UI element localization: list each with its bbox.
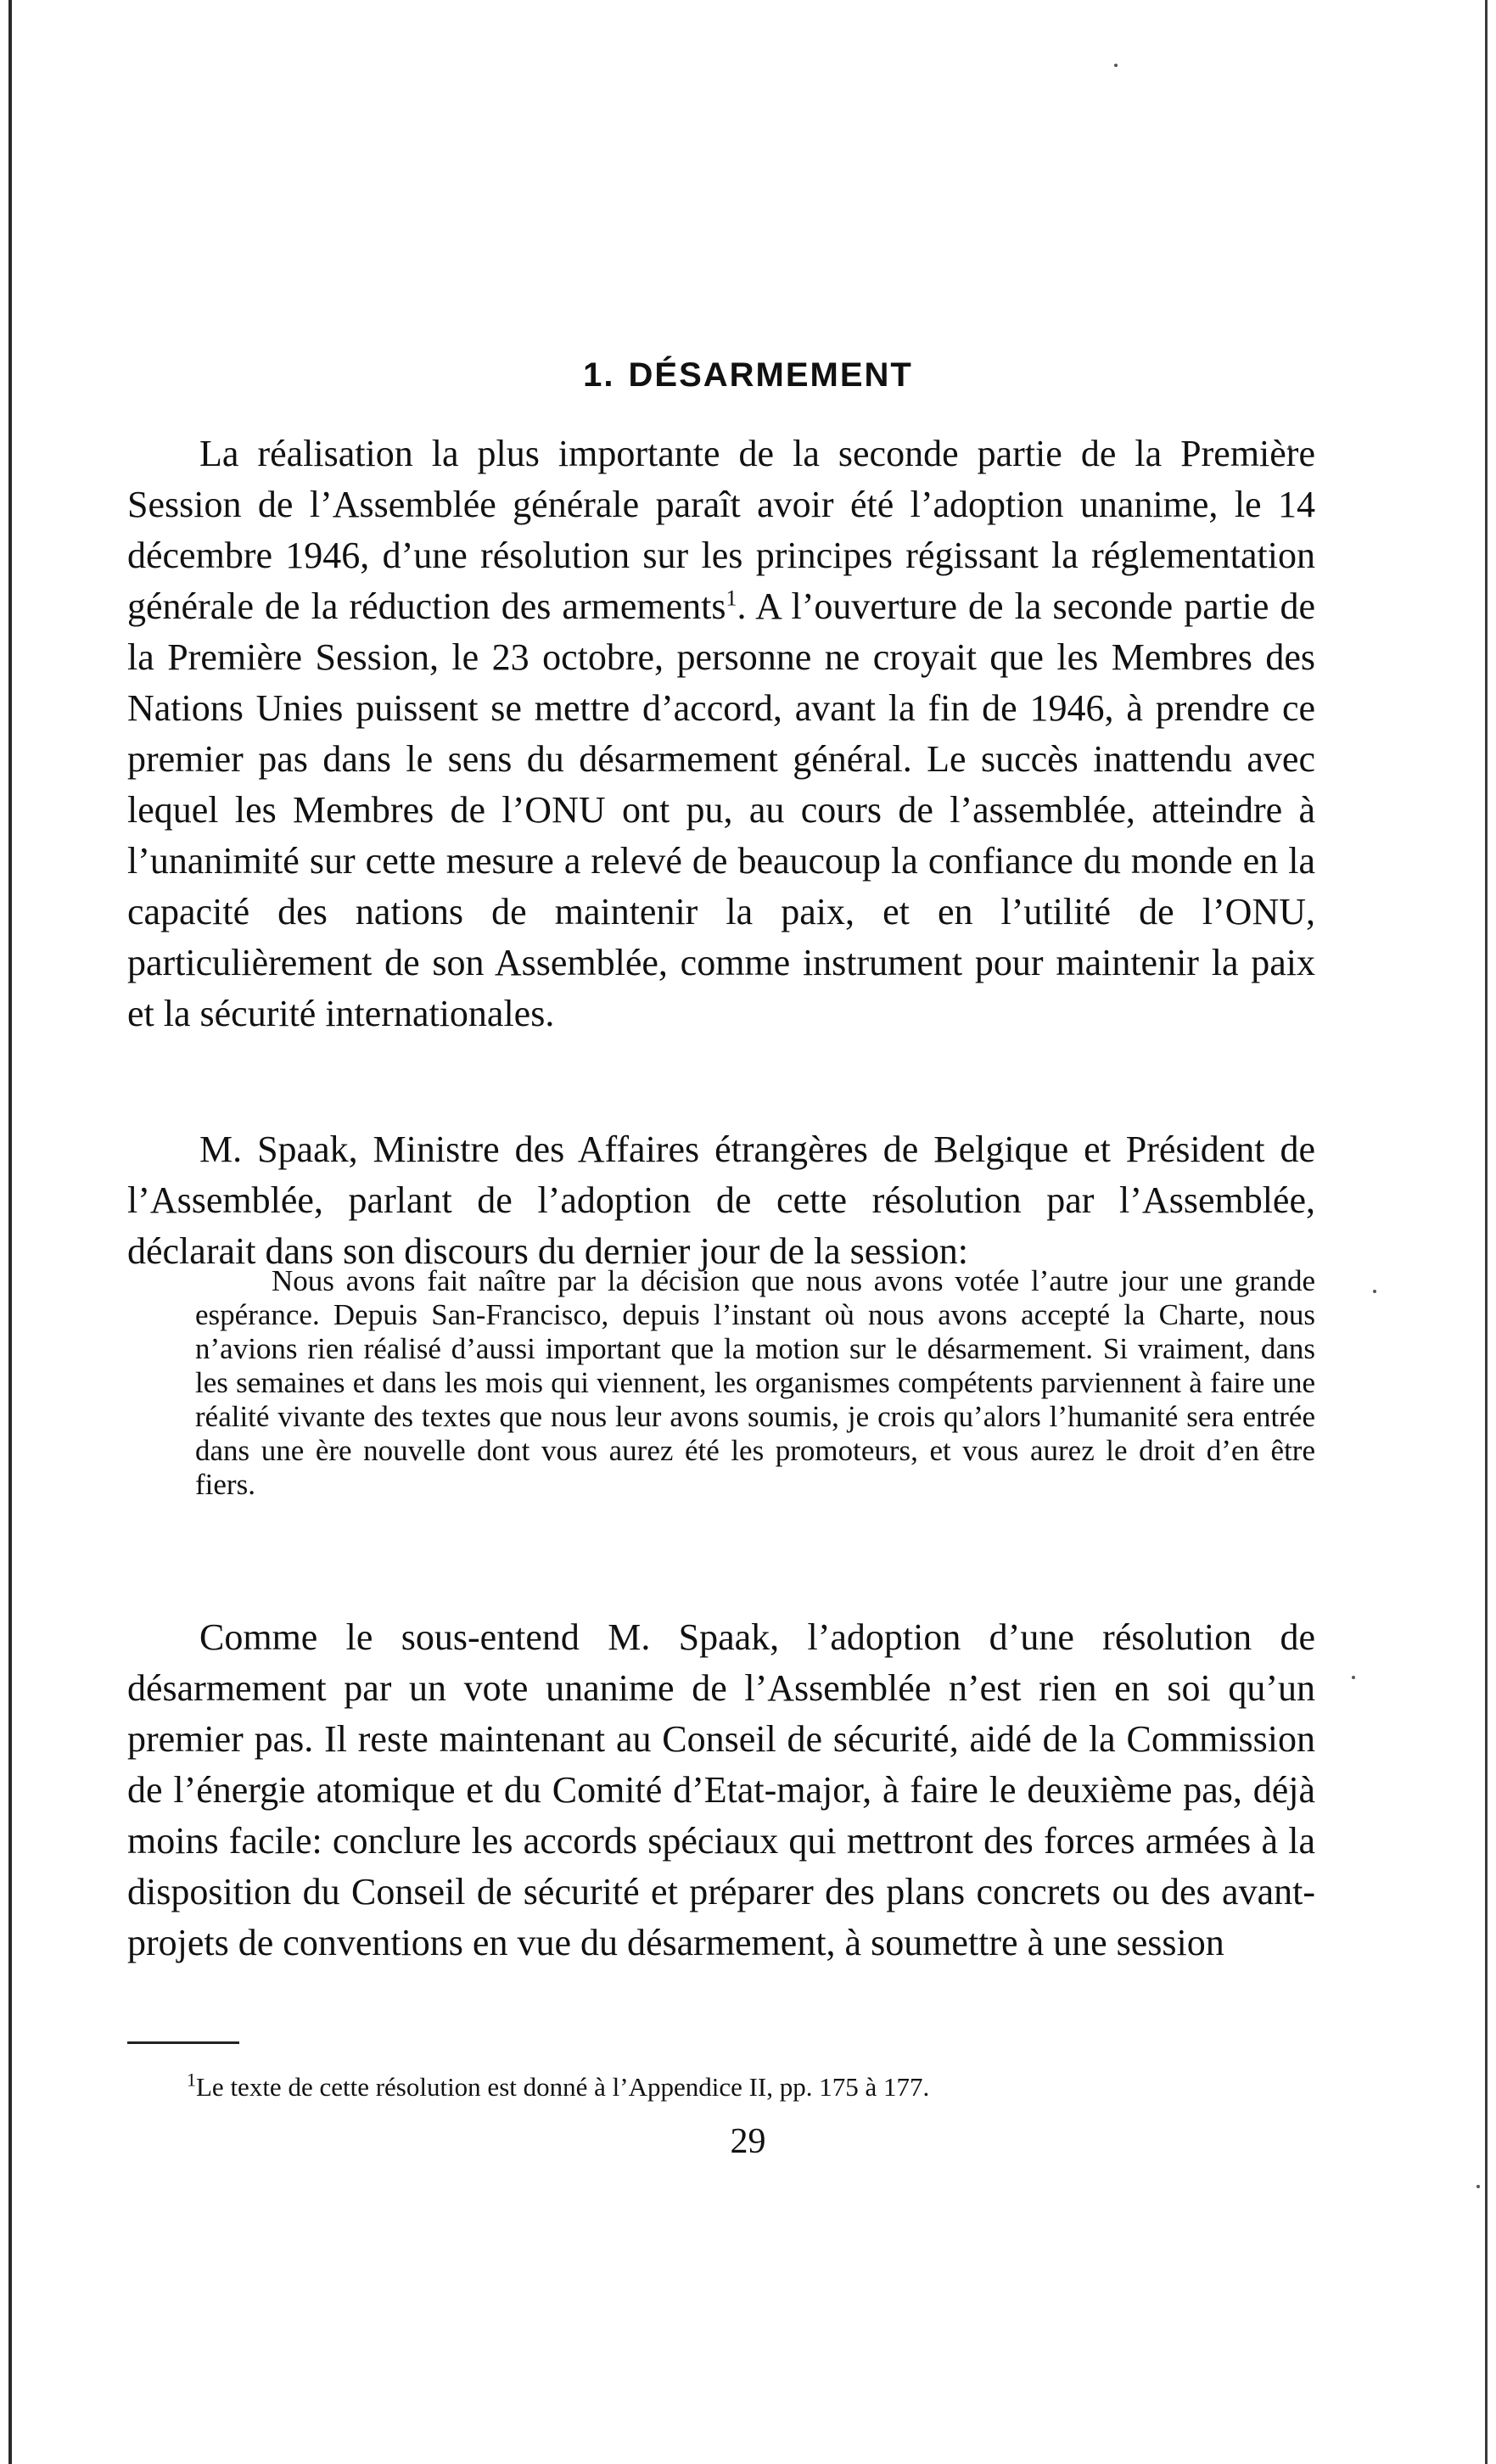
footnote-marker: 1 bbox=[187, 2069, 196, 2091]
scan-speck bbox=[1476, 2185, 1480, 2188]
scan-speck bbox=[1114, 64, 1118, 67]
block-quotation: Nous avons fait naître par la décision que nous avons votée l’autre jour une grande espérance. Depuis San-Francisco, depuis l’instant où nous avons accepté la Charte, nous n’avions rien réalisé d’aussi important que la motion sur le désarmement. Si vraiment, dans les semaines et dans les mois qui viennent, les organismes compétents parviennent à faire une réalité vivante des textes que nous leur avons soumis, je crois qu’alors l’humanité sera entrée dans une ère nouvelle dont vous aurez été les promoteurs, et vous aurez le droit d’en être fiers. bbox=[195, 1264, 1315, 1501]
section-title: DÉSARMEMENT bbox=[628, 356, 913, 394]
footnote-separator bbox=[127, 2041, 239, 2044]
section-number: 1. bbox=[583, 356, 615, 394]
paragraph-1-text: La réalisation la plus importante de la seconde partie de la Première Session de l’Assemblée générale paraît avoir été l’adoption unanime, le 14 décembre 1946, d’une résolution sur les principes régissant la réglementation générale de la réduction des armements bbox=[127, 433, 1315, 627]
paragraph-2: M. Spaak, Ministre des Affaires étrangères de Belgique et Président de l’Assemblée, parlant de l’adoption de cette résolution par l’Assemblée, déclarait dans son discours du dernier jour de la session: bbox=[127, 1128, 1315, 1272]
footnote-text: Le texte de cette résolution est donné à l’Appendice II, pp. 175 à 177. bbox=[196, 2072, 930, 2102]
paragraph-3: Comme le sous-entend M. Spaak, l’adoption d’une résolution de désarmement par un vote unanime de l’Assemblée n’est rien en soi qu’un premier pas. Il reste maintenant au Conseil de sécurité, aidé de la Commission de l’énergie atomique et du Comité d’Etat-major, à faire le deuxième pas, déjà moins facile: conclure les accords spéciaux qui mettront des forces armées à la disposition du Conseil de sécurité et préparer des plans concrets ou des avant-projets de conventions en vue du désarmement, à soumettre à une session bbox=[127, 1616, 1315, 1963]
page-number: 29 bbox=[730, 2122, 766, 2161]
section-heading bbox=[0, 356, 1496, 395]
footnote bbox=[127, 2070, 1315, 2104]
scan-speck bbox=[1373, 1290, 1376, 1293]
paragraph-1-text-continued: . A l’ouverture de la seconde partie de la Première Session, le 23 octobre, personne ne croyait que les Membres des Nations Unies puissent se mettre d’accord, avant la fin de 1946, à prendre ce premier pas dans le sens du désarmement général. Le succès inattendu avec lequel les Membres de l’ONU ont pu, au cours de l’assemblée, atteindre à l’unanimité sur cette mesure a relevé de beaucoup la confiance du monde en la capacité des nations de maintenir la paix, et en l’utilité de l’ONU, particulièrement de son Assemblée, comme instrument pour maintenir la paix et la sécurité internationales. bbox=[127, 585, 1315, 1034]
paragraph-1 bbox=[127, 428, 1315, 1039]
scan-speck bbox=[1352, 1676, 1355, 1679]
footnote-reference[interactable]: 1 bbox=[726, 585, 737, 611]
